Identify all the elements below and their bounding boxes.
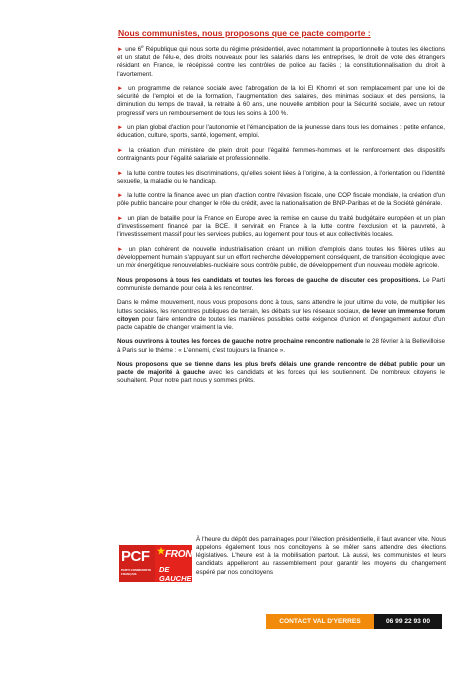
proposal-europe bbox=[117, 215, 445, 239]
paragraph-text: avec les candidats et les forces qui les soutiennent. De nombreux citoyens le souhaitent. Pour notre part nous y sommes prêts. bbox=[117, 369, 446, 385]
document-title: Nous communistes, nous proposons que ce pacte comporte : bbox=[118, 28, 371, 38]
bold-text: Nous ouvrirons à toutes les forces de gauche notre prochaine rencontre nationale bbox=[117, 338, 364, 346]
contact-phone: 06 99 22 93 00 bbox=[374, 614, 442, 629]
proposal-text: énergétique renouvelables-nucléaire sous contrôle public, de développement d'un nouveau modèle agricole. bbox=[135, 262, 440, 270]
pcf-logo bbox=[119, 545, 155, 582]
arrow-bullet-icon: ► bbox=[117, 124, 124, 132]
pcf-front-de-gauche-logo bbox=[119, 545, 198, 583]
proposal-text: la lutte contre toutes les discriminations, qu'elles soient liées à l'origine, à la confession, à l'orientation ou l'identité sexuelle, la maladie ou le handicap. bbox=[117, 169, 446, 185]
paragraph-forum bbox=[117, 299, 445, 332]
front-logo-text: FRONT bbox=[165, 549, 198, 560]
proposal-text: République qui nous sorte du régime présidentiel, avec notamment la proportionnelle à toutes les élections et un statut de l'élu-e, des droits nouveaux pour les salariés dans les entreprises, le droit de vote des étrangers résidant en France, le récépissé contre les contrôles de police au faciès ; la constitutionnalisation du droit à l'avortement. bbox=[117, 46, 446, 78]
de-gauche-logo-text: DE GAUCHE bbox=[159, 565, 192, 583]
front-de-gauche-logo bbox=[155, 545, 198, 583]
proposal-text-italic: mix bbox=[125, 262, 136, 270]
proposal-equality bbox=[117, 147, 445, 163]
arrow-bullet-icon: ► bbox=[117, 192, 124, 200]
proposal-youth bbox=[117, 124, 445, 140]
document-body bbox=[117, 43, 445, 392]
proposal-republic bbox=[117, 43, 445, 79]
proposal-text: un programme de relance sociale avec l'abrogation de la loi El Khomri et son remplacement par une loi de sécurité de l'emploi et de la formation, l'augmentation des salaires, des minimas sociaux et des pensions, la diminution du temps de travail, la retraite à 60 ans, une nouvelle ambition pour la Sécurité sociale, avec un retour progressif vers un remboursement de tous les soins à 100 %. bbox=[117, 85, 445, 117]
proposal-text: un plan cohérent de nouvelle industrialisation créant un million d'emplois dans toutes les filières utiles au développement humain s'appuyant sur un effort recherche développement conséquent, de transition écologique avec un bbox=[117, 245, 445, 270]
proposal-social bbox=[117, 85, 445, 118]
arrow-bullet-icon: ► bbox=[117, 214, 124, 222]
bold-text: de lever un immense forum citoyen bbox=[117, 307, 445, 323]
proposal-discrimination bbox=[117, 170, 445, 186]
superscript: e bbox=[141, 44, 144, 49]
proposal-text: un plan de bataille pour la France en Europe avec la remise en cause du traité budgétaire européen et un plan d'investissement financé par la BCE. Il servirait en France à la lutte contre l'exclusion et la pauvreté, à l'investissement massif pour les services publics, au logement pour tous et aux collectivités locales. bbox=[117, 214, 445, 239]
contact-label: CONTACT VAL D'YERRES bbox=[266, 614, 374, 629]
pcf-logo-text: PCF bbox=[121, 548, 150, 565]
proposal-text: une 6 bbox=[125, 46, 142, 54]
proposal-text: la création d'un ministère de plein droit pour l'égalité femmes-hommes et le renforcement des dispositifs contraignants pour l'égalité salariale et professionnelle. bbox=[117, 146, 445, 162]
arrow-bullet-icon: ► bbox=[117, 245, 124, 253]
contact-banner bbox=[266, 614, 442, 629]
paragraph-debate bbox=[117, 361, 445, 385]
paragraph-text: Le Parti communiste demande pour cela à les rencontrer. bbox=[117, 276, 446, 292]
paragraph-text: pour faire entendre de toutes les manières possibles cette exigence d'union et d'engagement autour d'un pacte capable de changer vraiment la vie. bbox=[117, 315, 445, 331]
proposal-text: la lutte contre la finance avec un plan d'action contre l'évasion fiscale, une COP fiscale mondiale, la création d'un pôle public bancaire pour changer le rôle du crédit, avec la nationalisation de BNP-Paribas et de la Société générale. bbox=[117, 192, 446, 208]
arrow-bullet-icon: ► bbox=[117, 46, 124, 54]
star-icon: ★ bbox=[157, 546, 166, 556]
arrow-bullet-icon: ► bbox=[117, 85, 124, 93]
bold-text: Nous proposons que se tienne dans les plus brefs délais une grande rencontre de débat public pour un pacte de majorité à gauche bbox=[117, 361, 445, 377]
pcf-logo-subtitle: PARTI COMMUNISTE FRANÇAIS bbox=[121, 568, 152, 576]
bold-text: Nous proposons à tous les candidats et toutes les forces de gauche de discuter ces propositions. bbox=[117, 276, 421, 284]
proposal-industry bbox=[117, 246, 445, 270]
paragraph-meeting bbox=[117, 338, 445, 354]
proposal-text: un plan global d'action pour l'autonomie et l'émancipation de la jeunesse dans tous les domaines : petite enfance, éducation, culture, sports, santé, logement, emploi. bbox=[117, 124, 446, 140]
closing-paragraph: À l'heure du dépôt des parrainages pour l'élection présidentielle, il faut avancer vite. Nous appelons également tous nos concitoyens à se mêler sans attendre des élections législatives. L'heure est à la mobilisation partout. Là aussi, les communistes et leurs candidats appelleront au rassemblement pour garantir les moyens du changement espéré par nos concitoyens bbox=[196, 536, 446, 576]
paragraph-candidates bbox=[117, 277, 445, 293]
proposal-finance bbox=[117, 192, 445, 208]
paragraph-text: le 28 février à la Bellevilloise à Paris sur le thème : « L'ennemi, c'est toujours la finance ». bbox=[117, 338, 445, 354]
arrow-bullet-icon: ► bbox=[117, 146, 124, 154]
paragraph-text: Dans le même mouvement, nous vous proposons donc à tous, sans attendre le jour ultime du vote, de multiplier les luttes sociales, les rencontres publiques de terrain, les débats sur les réseaux sociaux, bbox=[117, 299, 445, 315]
arrow-bullet-icon: ► bbox=[117, 169, 124, 177]
